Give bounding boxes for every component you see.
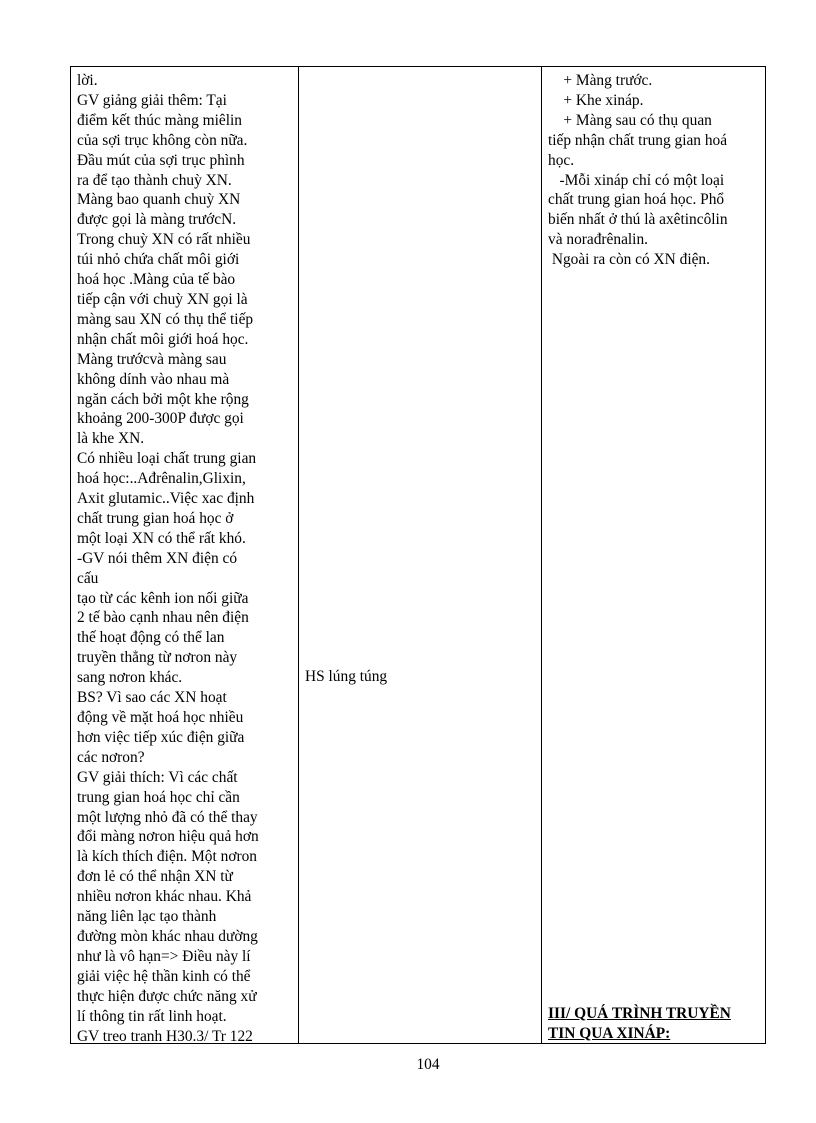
text-line: và norađrênalin.	[548, 231, 648, 249]
text-line: không dính vào nhau mà	[77, 370, 230, 388]
text-line: đơn lẻ có thể nhận XN từ	[77, 868, 233, 886]
text-line: -Mỗi xináp chỉ có một loại	[548, 171, 725, 189]
text-line: túi nhỏ chứa chất môi giới	[77, 251, 240, 269]
text-line: Ngoài ra còn có XN điện.	[548, 251, 710, 269]
text-line: Đầu mút của sợi trục phình	[77, 151, 245, 169]
content-table	[70, 66, 766, 1044]
text-line: lí thông tin rất linh hoạt.	[77, 1007, 227, 1025]
text-line: là kích thích điện. Một nơron	[77, 848, 257, 866]
text-line: GV treo tranh H30.3/ Tr 122	[77, 1027, 253, 1045]
text-line: tiếp nhận chất trung gian hoá	[548, 131, 728, 149]
page-number: 104	[416, 1056, 440, 1073]
text-line: hơn việc tiếp xúc điện giữa	[77, 728, 245, 746]
text-line: chất trung gian hoá học. Phổ	[548, 191, 725, 209]
text-line: + Khe xináp.	[548, 91, 644, 109]
teacher-activity-column	[71, 67, 299, 1043]
section-heading-line: TIN QUA XINÁP:	[548, 1024, 671, 1042]
text-line: Có nhiều loại chất trung gian	[77, 450, 257, 468]
section-heading	[548, 1004, 762, 1044]
text-line: động về mặt hoá học nhiều	[77, 709, 244, 726]
section-heading-line: III/ QUÁ TRÌNH TRUYỀN	[548, 1005, 731, 1022]
text-line: ngăn cách bởi một khe rộng	[77, 390, 249, 408]
text-line: thế hoạt động có thể lan	[77, 629, 225, 647]
text-line: được gọi là màng trướcN.	[77, 211, 237, 229]
text-line: + Màng trước.	[548, 72, 653, 89]
text-line: Màng bao quanh chuỳ XN	[77, 191, 241, 209]
text-line: như là vô hạn=> Điều này lí	[77, 947, 251, 965]
text-line: màng sau XN có thụ thể tiếp	[77, 310, 254, 328]
student-response: HS lúng túng	[305, 668, 388, 685]
text-line: -GV nói thêm XN điện có	[77, 549, 238, 567]
text-line: học.	[548, 151, 575, 169]
text-line: chất trung gian hoá học ở	[77, 509, 234, 527]
text-line: GV giảng giải thêm: Tại	[77, 91, 227, 109]
text-line: điểm kết thúc màng miêlin	[77, 111, 242, 129]
text-line: lời.	[77, 72, 98, 89]
text-line: 2 tế bào cạnh nhau nên điện	[77, 609, 249, 627]
text-line: đường mòn khác nhau dường	[77, 927, 258, 945]
text-line: BS? Vì sao các XN hoạt	[77, 689, 227, 707]
text-line: nhiều nơron khác nhau. Khả	[77, 888, 252, 906]
text-line: hoá học:..Ađrênalin,Glixin,	[77, 470, 246, 488]
text-line: tiếp cận với chuỳ XN gọi là	[77, 290, 248, 308]
text-line: năng liên lạc tạo thành	[77, 908, 217, 926]
text-line: Axit glutamic..Việc xac định	[77, 490, 255, 508]
text-line: Màng trướcvà màng sau	[77, 350, 227, 368]
text-line: một lượng nhỏ đã có thể thay	[77, 808, 258, 826]
text-line: sang nơron khác.	[77, 669, 183, 687]
text-line: Trong chuỳ XN có rất nhiều	[77, 231, 251, 249]
text-line: của sợi trục không còn nữa.	[77, 131, 248, 149]
text-line: là khe XN.	[77, 430, 145, 448]
text-line: các nơron?	[77, 748, 145, 766]
text-line: một loại XN có thể rất khó.	[77, 529, 246, 547]
text-line: + Màng sau có thụ quan	[548, 111, 712, 129]
text-line: truyền thẳng từ nơron này	[77, 649, 238, 667]
text-line: tạo từ các kênh ion nối giữa	[77, 589, 249, 607]
text-line: thực hiện được chức năng xử	[77, 987, 257, 1005]
text-line: hoá học .Màng của tế bào	[77, 271, 236, 289]
text-line: khoảng 200-300P được gọi	[77, 410, 244, 428]
text-line: ra để tạo thành chuỳ XN.	[77, 171, 232, 189]
text-line: nhận chất môi giới hoá học.	[77, 330, 249, 348]
content-column	[542, 67, 765, 1043]
text-line: trung gian hoá học chỉ cần	[77, 788, 240, 806]
text-line: GV giải thích: Vì các chất	[77, 768, 238, 786]
text-line: giải việc hệ thần kinh có thể	[77, 967, 251, 985]
text-line: đổi màng nơron hiệu quả hơn	[77, 828, 259, 846]
student-activity-column	[299, 67, 542, 1043]
text-line: cấu	[77, 569, 99, 587]
text-line: biến nhất ở thú là axêtincôlin	[548, 211, 728, 229]
